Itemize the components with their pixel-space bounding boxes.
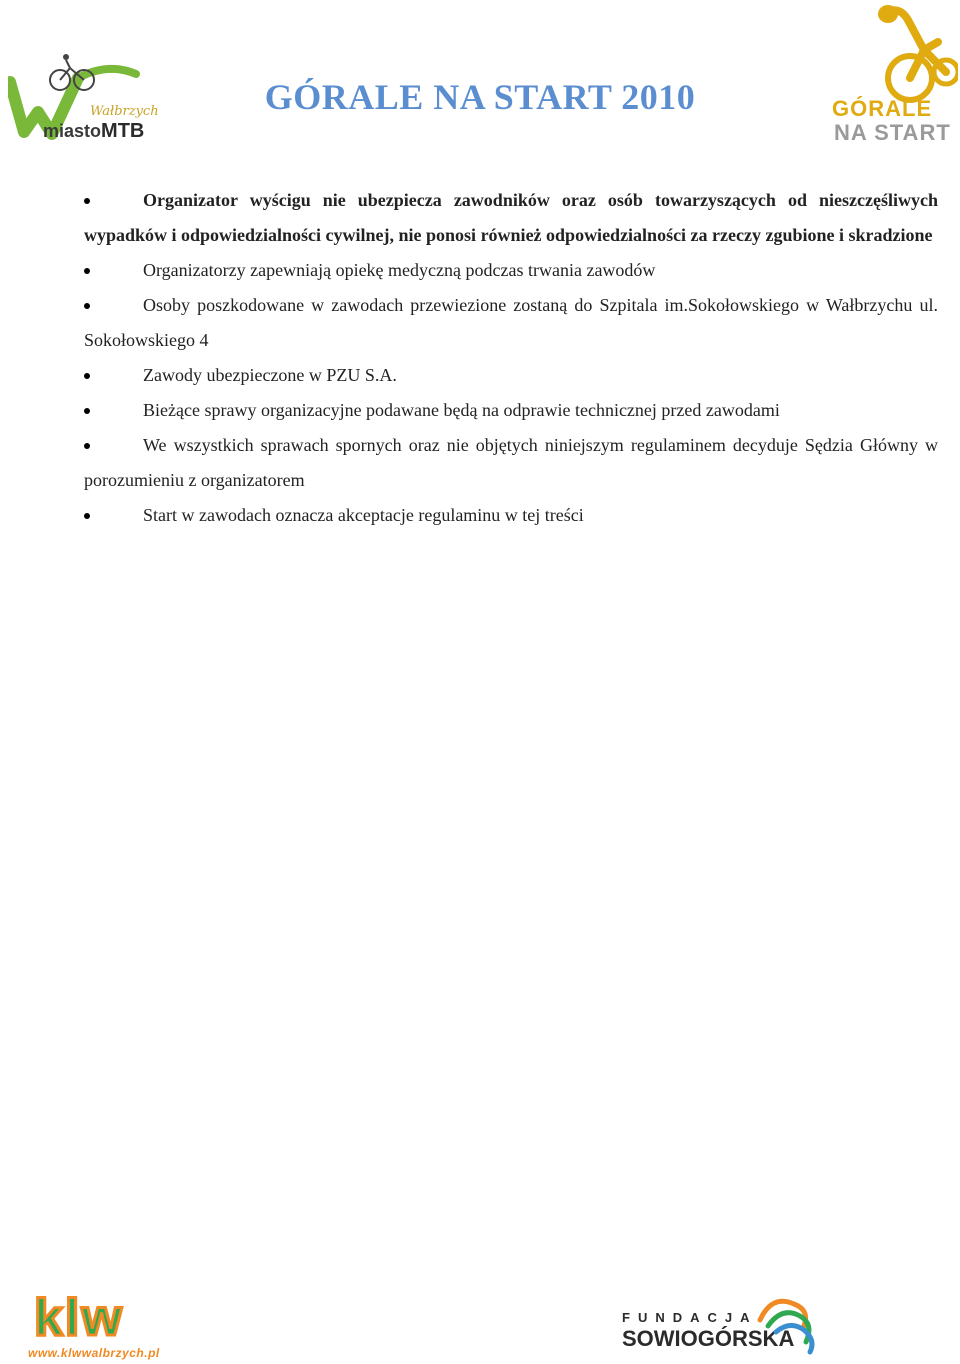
logo-right-line2: NA START xyxy=(834,120,951,145)
logo-wordmark: miastoMTB xyxy=(43,120,145,142)
bullet-icon xyxy=(84,513,90,519)
bullet-icon xyxy=(84,373,90,379)
list-item: Start w zawodach oznacza akceptacje regulaminu w tej treści xyxy=(84,498,938,533)
klw-logo xyxy=(24,1286,208,1362)
list-item: Organizator wyścigu nie ubezpiecza zawodników oraz osób towarzyszących od nieszczęśliwych wypadków i odpowiedzialności cywilnej, nie ponosi również odpowiedzialności za rzeczy zgubione i skradzione xyxy=(84,190,938,245)
fundacja-line2: SOWIOGÓRSKA xyxy=(622,1326,795,1351)
klw-url: www.klwwalbrzych.pl xyxy=(28,1346,160,1360)
list-item: We wszystkich sprawach spornych oraz nie objętych niniejszym regulaminem decyduje Sędzia Główny w porozumieniu z organizatorem xyxy=(84,435,938,490)
bullet-icon xyxy=(84,303,90,309)
list-item: Osoby poszkodowane w zawodach przewiezione zostaną do Szpitala im.Sokołowskiego w Wałbrzychu ul. Sokołowskiego 4 xyxy=(84,295,938,350)
list-item: Zawody ubezpieczone w PZU S.A. xyxy=(84,358,938,393)
bullet-icon xyxy=(84,268,90,274)
gorale-na-start-logo xyxy=(828,2,958,148)
klw-wordmark: klw xyxy=(34,1289,124,1347)
bullet-icon xyxy=(84,198,90,204)
page-title: GÓRALE NA START 2010 xyxy=(264,77,696,117)
regulation-list xyxy=(84,183,938,533)
list-item: Organizatorzy zapewniają opiekę medyczną podczas trwania zawodów xyxy=(84,253,938,288)
mountain-swirl-icon xyxy=(754,1286,824,1356)
page-header xyxy=(0,0,960,160)
logo-right-line1: GÓRALE xyxy=(832,96,933,121)
bullet-icon xyxy=(84,408,90,414)
fundacja-line1: FUNDACJA xyxy=(622,1310,758,1325)
list-item: Bieżące sprawy organizacyjne podawane będą na odprawie technicznej przed zawodami xyxy=(84,393,938,428)
logo-script-text: Wałbrzych xyxy=(90,104,159,119)
bullet-icon xyxy=(84,443,90,449)
fundacja-sowiogorska-logo xyxy=(620,1286,830,1356)
